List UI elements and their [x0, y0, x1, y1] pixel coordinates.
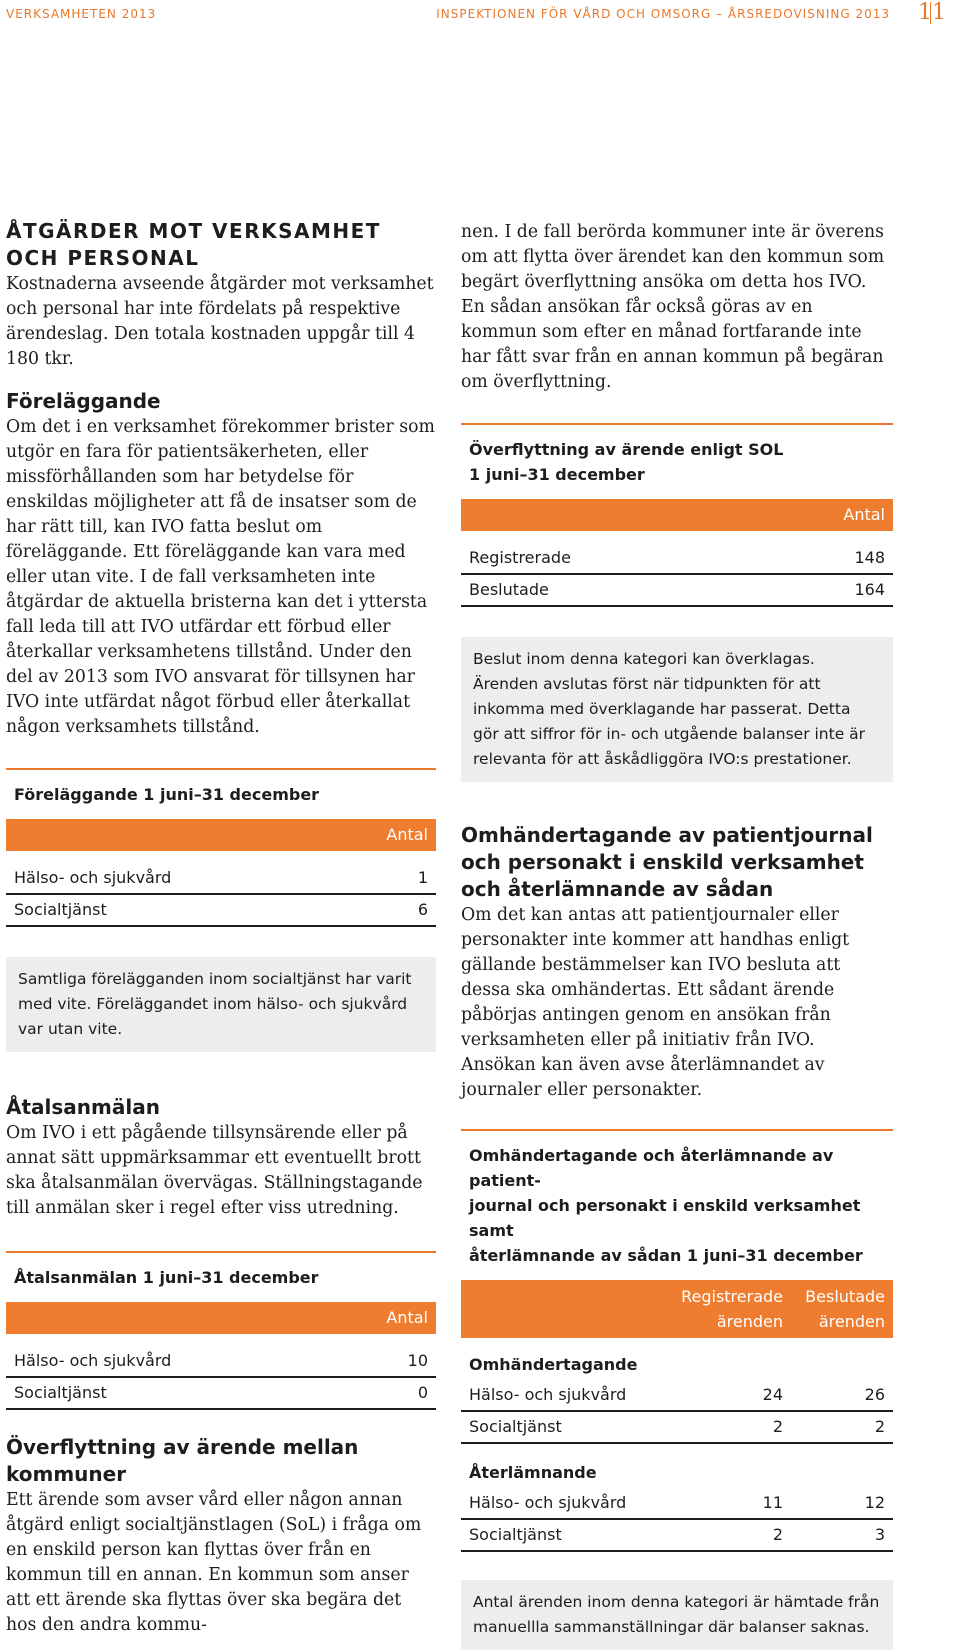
forelaggande-heading: Föreläggande — [6, 389, 161, 413]
row-label: Socialtjänst — [14, 900, 107, 919]
omhand-table-note: Antal ärenden inom denna kategori är hämtade från manuellla sammanställningar där balanser saknas. — [461, 1580, 893, 1650]
section-intro: Kostnaderna avseende åtgärder mot verksamhet och personal har inte fördelats på respektive ärendeslag. Den totala kostnaden uppgår till 4 180 tkr. — [6, 274, 434, 369]
group-heading: Omhändertagande — [469, 1355, 638, 1374]
col-b-line1: Beslutade — [805, 1287, 885, 1306]
table-row — [461, 1412, 893, 1444]
row-value: 0 — [417, 1383, 428, 1402]
row-label: Hälso- och sjukvård — [14, 1351, 172, 1370]
table-row — [6, 895, 436, 927]
row-value: 164 — [854, 580, 885, 599]
forelaggande-table-note: Samtliga förelägganden inom socialtjänst har varit med vite. Föreläggandet inom hälso- och sjukvård var utan vite. — [6, 957, 436, 1052]
table-row — [461, 575, 893, 607]
overflyttning-text: Ett ärende som avser vård eller någon annan åtgärd enligt socialtjänstlagen (SoL) i fråga om en enskild person kan flyttas över från en kommun till en annan. En kommun som anser att ett ärende ska flyttas över ska begära det hos den andra kommu- — [6, 1490, 422, 1635]
right-column — [461, 220, 893, 1650]
continued-text: nen. I de fall berörda kommuner inte är överens om att flytta över ärendet kan den kommun som begärt överflyttning ansöka om detta hos IVO. En sådan ansökan får också göras av en kommun som efter en månad fortfarande inte har fått svar från en annan kommun på begäran om överflyttning. — [461, 222, 885, 392]
table-row — [461, 1380, 893, 1412]
omhand-table-header — [461, 1280, 893, 1338]
sol-table-header: Antal — [461, 499, 893, 531]
row-label: Socialtjänst — [469, 1525, 562, 1544]
left-column — [6, 218, 436, 1638]
overflyttning-heading: Överflyttning av ärende mellan kommuner — [6, 1435, 359, 1486]
omhand-heading — [461, 822, 893, 903]
row-label: Beslutade — [469, 580, 549, 599]
row-value-registrerade: 11 — [762, 1493, 783, 1512]
page-number: 11 — [918, 0, 946, 25]
sol-table-title — [461, 425, 893, 499]
table-row — [6, 863, 436, 895]
row-value: 148 — [854, 548, 885, 567]
table-row — [461, 1520, 893, 1552]
atalsanmalan-table-header: Antal — [6, 1302, 436, 1334]
sol-table-title-line2: 1 juni–31 december — [469, 465, 645, 484]
row-value: 1 — [417, 868, 428, 887]
col-registrerade-header — [663, 1284, 783, 1334]
row-value: 10 — [407, 1351, 428, 1370]
col-a-line2: ärenden — [716, 1312, 783, 1331]
omhand-heading-line2: och personakt i enskild verksamhet — [461, 850, 864, 874]
row-value-beslutade: 2 — [874, 1417, 885, 1436]
omhand-heading-line1: Omhändertagande av patientjournal — [461, 823, 873, 847]
row-label: Hälso- och sjukvård — [469, 1493, 627, 1512]
table-row — [461, 1488, 893, 1520]
sol-table-note: Beslut inom denna kategori kan överklagas. Ärenden avslutas först när tidpunkten för att inkomma med överklagande har passerat. Detta gör att siffror för in- och utgående balanser inte är relevanta för att åskådliggöra IVO:s prestationer. — [461, 637, 893, 782]
omhand-text: Om det kan antas att patientjournaler eller personakter inte kommer att handhas enligt gällande bestämmelser kan IVO besluta att dessa ska omhändertas. Ett sådant ärende påbörjas antingen genom en ansökan från verksamheten eller på initiativ från IVO. Ansökan kan även avse återlämnandet av journaler eller personakter. — [461, 905, 850, 1100]
forelaggande-table-title: Föreläggande 1 juni–31 december — [14, 785, 320, 804]
row-value-beslutade: 26 — [864, 1385, 885, 1404]
header-section-label: VERKSAMHETEN 2013 — [6, 7, 157, 21]
row-label: Hälso- och sjukvård — [469, 1385, 627, 1404]
section-title-line1: ÅTGÄRDER MOT VERKSAMHET — [6, 219, 381, 243]
forelaggande-table-header: Antal — [6, 819, 436, 851]
group-heading: Återlämnande — [469, 1463, 597, 1482]
row-value-registrerade: 2 — [772, 1417, 783, 1436]
row-label: Registrerade — [469, 548, 571, 567]
header-publication-title: INSPEKTIONEN FÖR VÅRD OCH OMSORG – ÅRSREDOVISNING 2013 — [436, 7, 890, 21]
omhand-table — [461, 1129, 893, 1650]
row-label: Socialtjänst — [469, 1417, 562, 1436]
omhand-table-title — [461, 1131, 893, 1280]
sol-table — [461, 423, 893, 782]
omhand-table-title-line1: Omhändertagande och återlämnande av patient- — [469, 1146, 834, 1190]
running-header — [0, 0, 960, 28]
col-a-line1: Registrerade — [681, 1287, 783, 1306]
table-row — [6, 1378, 436, 1410]
section-title-line2: OCH PERSONAL — [6, 246, 200, 270]
row-value-registrerade: 2 — [772, 1525, 783, 1544]
atalsanmalan-table — [6, 1251, 436, 1410]
atalsanmalan-heading: Åtalsanmälan — [6, 1095, 160, 1119]
atalsanmalan-table-title: Åtalsanmälan 1 juni–31 december — [14, 1268, 319, 1287]
omhand-heading-line3: och återlämnande av sådan — [461, 877, 774, 901]
col-beslutade-header — [785, 1284, 885, 1334]
row-value-beslutade: 12 — [864, 1493, 885, 1512]
row-value: 6 — [417, 900, 428, 919]
section-title — [6, 218, 436, 272]
col-b-line2: ärenden — [818, 1312, 885, 1331]
omhand-table-title-line3: återlämnande av sådan 1 juni–31 december — [469, 1246, 863, 1265]
row-label: Socialtjänst — [14, 1383, 107, 1402]
atalsanmalan-text: Om IVO i ett pågående tillsynsärende eller på annat sätt uppmärksammar ett eventuellt brott ska åtalsanmälan övervägas. Ställningstagande till anmälan sker i regel efter viss utredning. — [6, 1123, 423, 1218]
sol-table-title-line1: Överflyttning av ärende enligt SOL — [469, 440, 784, 459]
row-value-beslutade: 3 — [874, 1525, 885, 1544]
row-value-registrerade: 24 — [762, 1385, 783, 1404]
row-label: Hälso- och sjukvård — [14, 868, 172, 887]
table-row — [6, 1346, 436, 1378]
table-row — [461, 543, 893, 575]
forelaggande-text: Om det i en verksamhet förekommer brister som utgör en fara för patientsäkerheten, eller missförhållanden som har betydelse för enskildas möjligheter att få de insatser som de har rätt till, kan IVO fatta beslut om föreläggande. Ett föreläggande kan vara med eller utan vite. I de fall verksamheten inte åtgärdar de aktuella bristerna kan det i yttersta fall leda till att IVO utfärdar ett förbud eller återkallar verksamhetens tillstånd. Under den del av 2013 som IVO ansvarat för tillsynen har IVO inte utfärdat något förbud eller återkallat någon verksamhets tillstånd. — [6, 417, 435, 737]
forelaggande-table — [6, 768, 436, 1052]
omhand-table-title-line2: journal och personakt i enskild verksamhet samt — [469, 1196, 861, 1240]
